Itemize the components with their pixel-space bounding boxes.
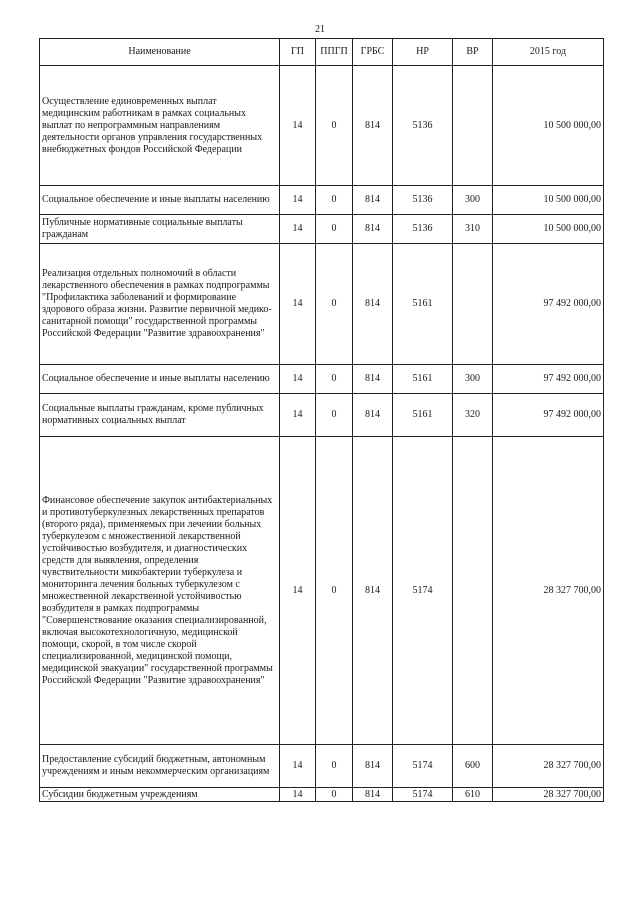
- table-row: [40, 365, 604, 394]
- table-row: [40, 394, 604, 437]
- row-nr: 5174: [393, 745, 453, 788]
- row-gp: 14: [280, 745, 316, 788]
- budget-table: [39, 38, 604, 802]
- table-row: [40, 186, 604, 215]
- row-name: Реализация отдельных полномочий в области лекарственного обеспечения в рамках подпрограммы "Профилактика заболеваний и формирование здорового образа жизни. Развитие первичной медико-санитарной помощи" государственной программы Российской Федерации "Развитие здравоохранения": [40, 244, 280, 365]
- row-name: Социальное обеспечение и иные выплаты населению: [40, 365, 280, 394]
- row-name: Субсидии бюджетным учреждениям: [40, 788, 280, 802]
- row-nr: 5161: [393, 394, 453, 437]
- row-nr: 5161: [393, 244, 453, 365]
- row-pp: 0: [316, 394, 353, 437]
- header-vr: ВР: [453, 39, 493, 66]
- row-amount: 28 327 700,00: [493, 745, 604, 788]
- table-row: [40, 66, 604, 186]
- header-name: Наименование: [40, 39, 280, 66]
- row-pp: 0: [316, 215, 353, 244]
- row-pp: 0: [316, 66, 353, 186]
- table-row: [40, 215, 604, 244]
- header-grbs: ГРБС: [353, 39, 393, 66]
- row-amount: 97 492 000,00: [493, 394, 604, 437]
- header-nr: НР: [393, 39, 453, 66]
- row-gp: 14: [280, 215, 316, 244]
- row-amount: 28 327 700,00: [493, 788, 604, 802]
- table-row: [40, 745, 604, 788]
- row-grbs: 814: [353, 788, 393, 802]
- row-pp: 0: [316, 788, 353, 802]
- row-vr: 320: [453, 394, 493, 437]
- row-name: Осуществление единовременных выплат медицинским работникам в рамках социальных выплат по непрограммным направлениям деятельности органов управления государственных внебюджетных фондов Российской Федерации: [40, 66, 280, 186]
- row-name: Публичные нормативные социальные выплаты гражданам: [40, 215, 280, 244]
- row-gp: 14: [280, 394, 316, 437]
- page-number: 21: [315, 24, 325, 35]
- row-pp: 0: [316, 365, 353, 394]
- row-grbs: 814: [353, 365, 393, 394]
- row-gp: 14: [280, 788, 316, 802]
- row-grbs: 814: [353, 244, 393, 365]
- row-vr: 310: [453, 215, 493, 244]
- row-vr: 610: [453, 788, 493, 802]
- row-grbs: 814: [353, 394, 393, 437]
- row-name: Социальное обеспечение и иные выплаты населению: [40, 186, 280, 215]
- row-nr: 5174: [393, 437, 453, 745]
- row-nr: 5136: [393, 215, 453, 244]
- row-amount: 10 500 000,00: [493, 186, 604, 215]
- table-row: [40, 244, 604, 365]
- row-pp: 0: [316, 745, 353, 788]
- header-gp: ГП: [280, 39, 316, 66]
- row-nr: 5136: [393, 186, 453, 215]
- row-amount: 97 492 000,00: [493, 365, 604, 394]
- row-grbs: 814: [353, 186, 393, 215]
- row-pp: 0: [316, 244, 353, 365]
- row-name: Социальные выплаты гражданам, кроме публичных нормативных социальных выплат: [40, 394, 280, 437]
- row-vr: 300: [453, 186, 493, 215]
- row-pp: 0: [316, 186, 353, 215]
- row-vr: 600: [453, 745, 493, 788]
- row-amount: 28 327 700,00: [493, 437, 604, 745]
- row-amount: 10 500 000,00: [493, 215, 604, 244]
- row-gp: 14: [280, 365, 316, 394]
- row-gp: 14: [280, 66, 316, 186]
- row-gp: 14: [280, 437, 316, 745]
- row-name: Предоставление субсидий бюджетным, автономным учреждениям и иным некоммерческим организациям: [40, 745, 280, 788]
- row-grbs: 814: [353, 745, 393, 788]
- row-amount: 10 500 000,00: [493, 66, 604, 186]
- row-pp: 0: [316, 437, 353, 745]
- row-gp: 14: [280, 244, 316, 365]
- row-vr: [453, 437, 493, 745]
- row-nr: 5174: [393, 788, 453, 802]
- header-amount: 2015 год: [493, 39, 604, 66]
- header-pp: ППГП: [316, 39, 353, 66]
- table-row: [40, 788, 604, 802]
- table-row: [40, 437, 604, 745]
- row-vr: [453, 244, 493, 365]
- row-name: Финансовое обеспечение закупок антибактериальных и противотуберкулезных лекарственных препаратов (второго ряда), применяемых при лечении больных туберкулезом с множественной лекарственной устойчивостью возбудителя, и диагностических средств для выявления, определения чувствительности микобактерии туберкулеза и мониторинга лечения больных туберкулезом с множественной лекарственной устойчивостью возбудителя в рамках подпрограммы "Совершенствование оказания специализированной, включая высокотехнологичную, медицинской помощи, скорой, в том числе скорой специализированной, медицинской помощи, медицинской эвакуации" государственной программы Российской Федерации "Развитие здравоохранения": [40, 437, 280, 745]
- header-row: [40, 39, 604, 66]
- row-grbs: 814: [353, 66, 393, 186]
- row-vr: 300: [453, 365, 493, 394]
- row-grbs: 814: [353, 437, 393, 745]
- row-nr: 5136: [393, 66, 453, 186]
- row-nr: 5161: [393, 365, 453, 394]
- row-grbs: 814: [353, 215, 393, 244]
- row-vr: [453, 66, 493, 186]
- row-gp: 14: [280, 186, 316, 215]
- row-amount: 97 492 000,00: [493, 244, 604, 365]
